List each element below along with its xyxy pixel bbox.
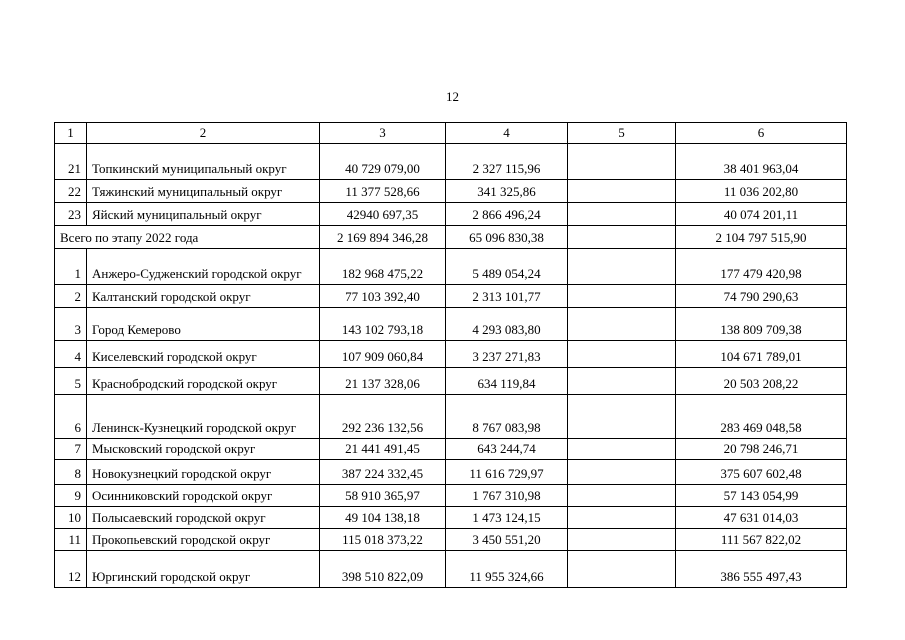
col4-value-cell: 3 450 551,20 <box>446 529 568 551</box>
row-number-cell: 5 <box>55 368 87 395</box>
header-cell-1: 1 <box>55 123 87 144</box>
col6-value-cell: 11 036 202,80 <box>676 180 847 203</box>
col3-value-cell: 49 104 138,18 <box>320 507 446 529</box>
col6-value-cell: 74 790 290,63 <box>676 285 847 308</box>
col6-value-cell: 20 798 246,71 <box>676 439 847 460</box>
col6-value-cell: 57 143 054,99 <box>676 485 847 507</box>
total-row <box>55 226 847 249</box>
col6-value-cell: 138 809 709,38 <box>676 308 847 341</box>
col6-value-cell: 283 469 048,58 <box>676 395 847 439</box>
col5-value-cell <box>568 308 676 341</box>
district-name-cell: Полысаевский городской округ <box>87 507 320 529</box>
district-name-cell: Анжеро-Судженский городской округ <box>87 249 320 285</box>
header-cell-6: 6 <box>676 123 847 144</box>
district-name-cell: Топкинский муниципальный округ <box>87 144 320 180</box>
col3-value-cell: 387 224 332,45 <box>320 460 446 485</box>
col3-value-cell: 21 441 491,45 <box>320 439 446 460</box>
table-row <box>55 249 847 285</box>
table-row <box>55 507 847 529</box>
district-name-cell: Яйский муниципальный округ <box>87 203 320 226</box>
col4-value-cell: 1 473 124,15 <box>446 507 568 529</box>
row-number-cell: 21 <box>55 144 87 180</box>
col4-value-cell: 341 325,86 <box>446 180 568 203</box>
col4-value-cell: 2 327 115,96 <box>446 144 568 180</box>
budget-table <box>54 122 847 588</box>
col4-value-cell: 11 616 729,97 <box>446 460 568 485</box>
col3-value-cell: 107 909 060,84 <box>320 341 446 368</box>
row-number-cell: 11 <box>55 529 87 551</box>
district-name-cell: Мысковский городской округ <box>87 439 320 460</box>
col6-value-cell: 104 671 789,01 <box>676 341 847 368</box>
col5-value-cell <box>568 285 676 308</box>
col4-value-cell: 3 237 271,83 <box>446 341 568 368</box>
district-name-cell: Тяжинский муниципальный округ <box>87 180 320 203</box>
col3-value-cell: 182 968 475,22 <box>320 249 446 285</box>
col5-value-cell <box>568 529 676 551</box>
district-name-cell: Город Кемерово <box>87 308 320 341</box>
col6-value-cell: 111 567 822,02 <box>676 529 847 551</box>
col6-value-cell: 177 479 420,98 <box>676 249 847 285</box>
table-row <box>55 485 847 507</box>
row-number-cell: 12 <box>55 551 87 588</box>
row-number-cell: 10 <box>55 507 87 529</box>
col3-value-cell: 2 169 894 346,28 <box>320 226 446 249</box>
col5-value-cell <box>568 551 676 588</box>
table-body <box>55 123 847 588</box>
row-number-cell: 7 <box>55 439 87 460</box>
col4-value-cell: 634 119,84 <box>446 368 568 395</box>
col5-value-cell <box>568 368 676 395</box>
col5-value-cell <box>568 485 676 507</box>
district-name-cell: Ленинск-Кузнецкий городской округ <box>87 395 320 439</box>
table-row <box>55 341 847 368</box>
col4-value-cell: 2 313 101,77 <box>446 285 568 308</box>
col6-value-cell: 386 555 497,43 <box>676 551 847 588</box>
col5-value-cell <box>568 249 676 285</box>
row-number-cell: 8 <box>55 460 87 485</box>
district-name-cell: Краснобродский городской округ <box>87 368 320 395</box>
row-number-cell: 23 <box>55 203 87 226</box>
col4-value-cell: 643 244,74 <box>446 439 568 460</box>
col3-value-cell: 42940 697,35 <box>320 203 446 226</box>
col6-value-cell: 40 074 201,11 <box>676 203 847 226</box>
col6-value-cell: 47 631 014,03 <box>676 507 847 529</box>
col3-value-cell: 11 377 528,66 <box>320 180 446 203</box>
row-number-cell: 3 <box>55 308 87 341</box>
table-row <box>55 144 847 180</box>
col5-value-cell <box>568 144 676 180</box>
header-row <box>55 123 847 144</box>
col5-value-cell <box>568 203 676 226</box>
col3-value-cell: 143 102 793,18 <box>320 308 446 341</box>
col4-value-cell: 11 955 324,66 <box>446 551 568 588</box>
row-number-cell: 2 <box>55 285 87 308</box>
col4-value-cell: 65 096 830,38 <box>446 226 568 249</box>
col4-value-cell: 1 767 310,98 <box>446 485 568 507</box>
col6-value-cell: 375 607 602,48 <box>676 460 847 485</box>
total-label: Всего по этапу 2022 года <box>55 226 320 249</box>
col5-value-cell <box>568 226 676 249</box>
col5-value-cell <box>568 395 676 439</box>
col6-value-cell: 20 503 208,22 <box>676 368 847 395</box>
header-cell-2: 2 <box>87 123 320 144</box>
col5-value-cell <box>568 439 676 460</box>
col3-value-cell: 77 103 392,40 <box>320 285 446 308</box>
table-row <box>55 551 847 588</box>
row-number-cell: 9 <box>55 485 87 507</box>
col3-value-cell: 58 910 365,97 <box>320 485 446 507</box>
district-name-cell: Калтанский городской округ <box>87 285 320 308</box>
col5-value-cell <box>568 341 676 368</box>
col4-value-cell: 4 293 083,80 <box>446 308 568 341</box>
table-row <box>55 308 847 341</box>
col6-value-cell: 38 401 963,04 <box>676 144 847 180</box>
district-name-cell: Прокопьевский городской округ <box>87 529 320 551</box>
table-row <box>55 285 847 308</box>
col4-value-cell: 2 866 496,24 <box>446 203 568 226</box>
col3-value-cell: 292 236 132,56 <box>320 395 446 439</box>
page-number: 12 <box>446 89 459 104</box>
row-number-cell: 4 <box>55 341 87 368</box>
district-name-cell: Осинниковский городской округ <box>87 485 320 507</box>
col4-value-cell: 5 489 054,24 <box>446 249 568 285</box>
row-number-cell: 22 <box>55 180 87 203</box>
header-cell-3: 3 <box>320 123 446 144</box>
header-cell-4: 4 <box>446 123 568 144</box>
table-row <box>55 460 847 485</box>
table-row <box>55 368 847 395</box>
table-row <box>55 439 847 460</box>
district-name-cell: Киселевский городской округ <box>87 341 320 368</box>
col3-value-cell: 398 510 822,09 <box>320 551 446 588</box>
district-name-cell: Юргинский городской округ <box>87 551 320 588</box>
table-row <box>55 180 847 203</box>
row-number-cell: 1 <box>55 249 87 285</box>
col5-value-cell <box>568 507 676 529</box>
col5-value-cell <box>568 460 676 485</box>
col3-value-cell: 40 729 079,00 <box>320 144 446 180</box>
col3-value-cell: 21 137 328,06 <box>320 368 446 395</box>
header-cell-5: 5 <box>568 123 676 144</box>
col5-value-cell <box>568 180 676 203</box>
col6-value-cell: 2 104 797 515,90 <box>676 226 847 249</box>
table-row <box>55 395 847 439</box>
col4-value-cell: 8 767 083,98 <box>446 395 568 439</box>
col3-value-cell: 115 018 373,22 <box>320 529 446 551</box>
district-name-cell: Новокузнецкий городской округ <box>87 460 320 485</box>
row-number-cell: 6 <box>55 395 87 439</box>
table-row <box>55 203 847 226</box>
table-row <box>55 529 847 551</box>
